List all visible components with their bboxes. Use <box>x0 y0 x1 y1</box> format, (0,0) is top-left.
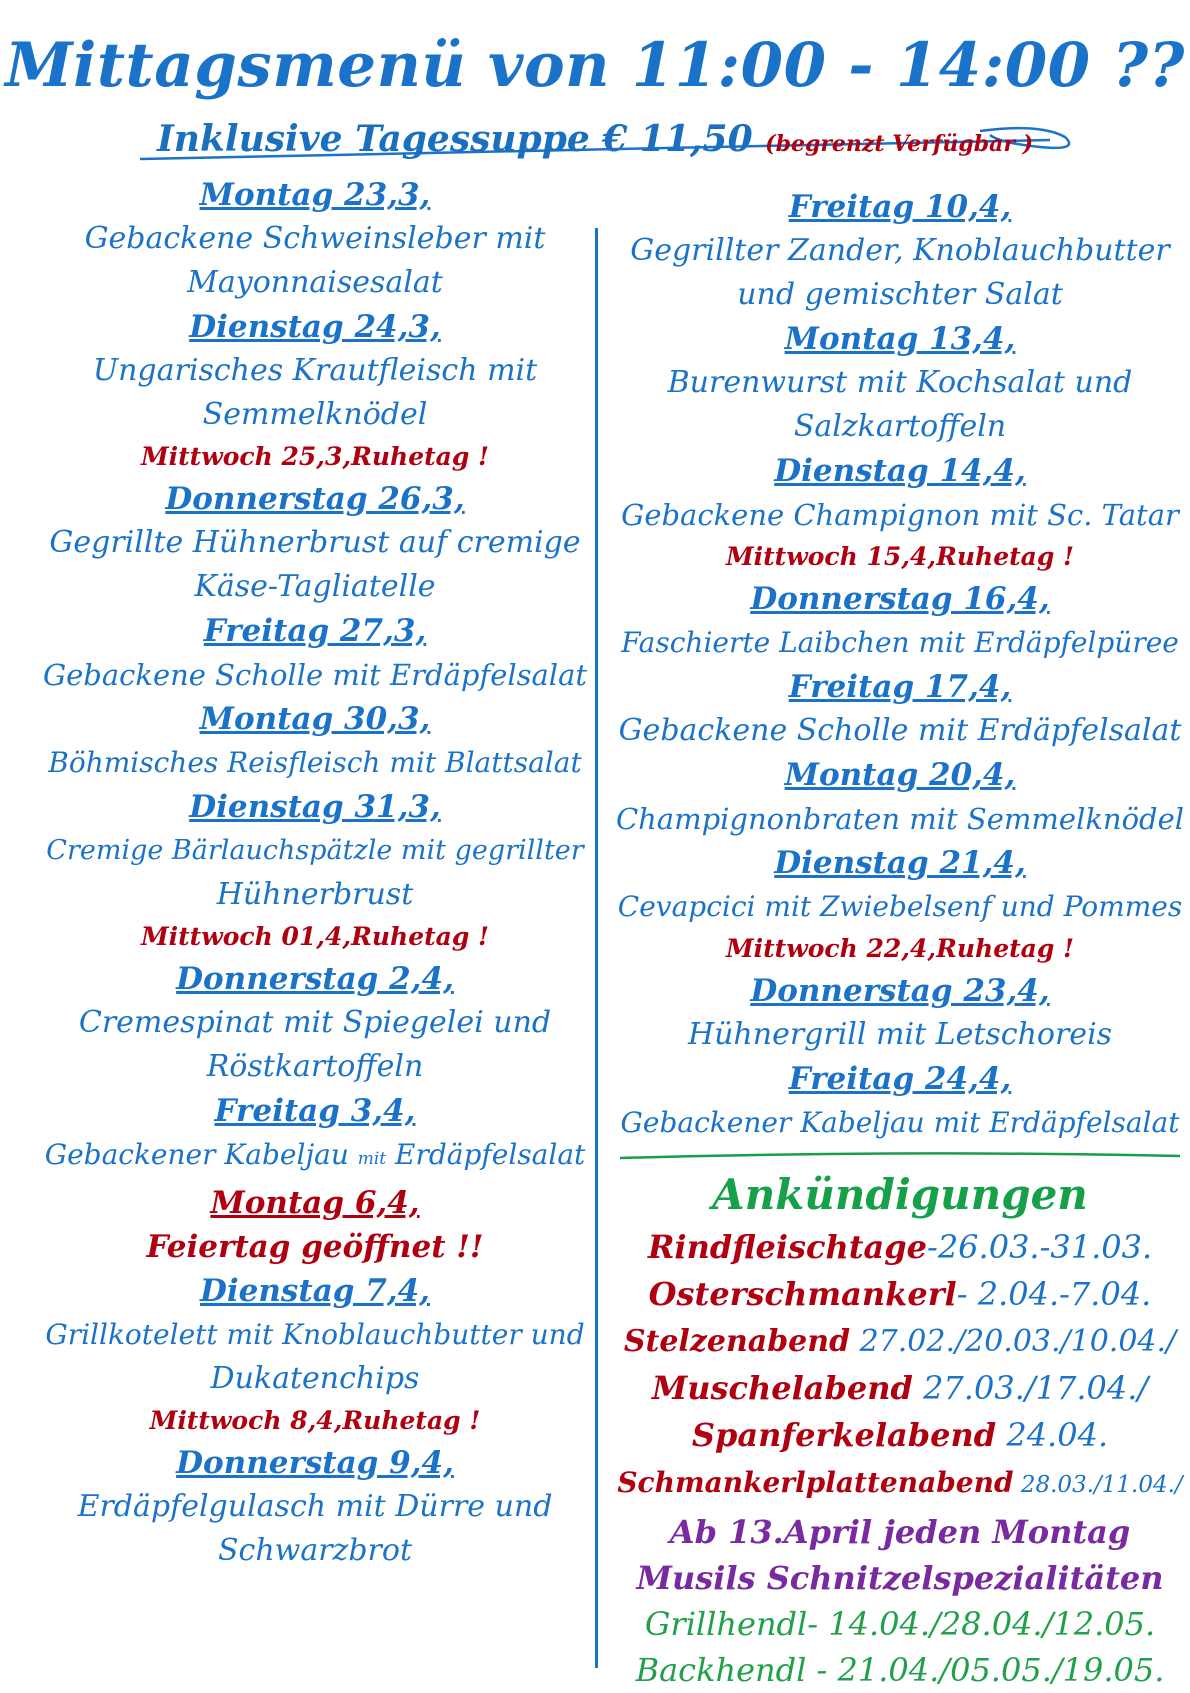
dish-line: Gebackene Schweinsleber mit <box>84 221 546 256</box>
dish-text-small: mit <box>357 1149 387 1169</box>
dish-line: und gemischter Salat <box>737 277 1063 312</box>
dish-line: Mayonnaisesalat <box>187 265 443 300</box>
dish-line: Cevapcici mit Zwiebelsenf und Pommes <box>617 890 1183 923</box>
dish-line: Grillkotelett mit Knoblauchbutter und <box>45 1318 585 1351</box>
announcement-backhendl: Backhendl - 21.04./05.05./19.05. <box>635 1651 1165 1689</box>
dish-line: Erdäpfelgulasch mit Dürre und <box>77 1489 553 1524</box>
rest-day-notice: Mittwoch 22,4,Ruhetag ! <box>725 934 1075 963</box>
dish-text: Gebackener Kabeljau <box>44 1138 358 1171</box>
dish-line: Gebackene Scholle mit Erdäpfelsalat <box>618 713 1182 748</box>
day-heading: Donnerstag 16,4, <box>750 581 1050 617</box>
column-divider <box>595 228 598 1668</box>
dish-line: Semmelknödel <box>202 397 428 432</box>
dish-line: Hühnergrill mit Letschoreis <box>687 1017 1113 1052</box>
announcement-label: Schmankerlplattenabend <box>617 1466 1014 1499</box>
rest-day-notice: Mittwoch 25,3,Ruhetag ! <box>140 442 490 471</box>
day-heading: Montag 13,4, <box>784 321 1016 357</box>
announcement-item <box>615 1459 1185 1509</box>
dish-line <box>40 1133 590 1181</box>
day-heading: Montag 23,3, <box>199 177 431 213</box>
day-heading: Freitag 27,3, <box>203 613 427 649</box>
announcement-item <box>615 1224 1185 1271</box>
dish-line: Käse-Tagliatelle <box>194 569 436 604</box>
dish-line: Champignonbraten mit Semmelknödel <box>615 802 1185 836</box>
dish-line: Ungarisches Krautfleisch mit <box>92 353 538 388</box>
announcement-label: Spanferkelabend <box>691 1416 997 1454</box>
dish-line: Gegrillte Hühnerbrust auf cremige <box>49 525 581 560</box>
announcement-dates: 28.03./11.04./ <box>1013 1472 1183 1498</box>
day-heading: Dienstag 7,4, <box>200 1273 430 1309</box>
announcement-schnitzel-note: Musils Schnitzelspezialitäten <box>636 1559 1164 1597</box>
announcement-item <box>615 1412 1185 1459</box>
announcement-label: Muschelabend <box>651 1369 913 1407</box>
announcements-section <box>615 1166 1185 1693</box>
day-heading: Donnerstag 9,4, <box>176 1445 454 1481</box>
rest-day-notice: Mittwoch 15,4,Ruhetag ! <box>725 542 1075 571</box>
announcement-separator <box>620 1148 1180 1164</box>
menu-column-right <box>615 185 1185 1145</box>
page-title: Mittagsmenü von 11:00 - 14:00 ?? <box>5 30 1185 101</box>
subtitle-text: Inklusive Tagessuppe € 11,50 <box>156 118 753 160</box>
day-heading: Montag 30,3, <box>199 701 431 737</box>
announcement-grillhendl: Grillhendl- 14.04./28.04./12.05. <box>644 1605 1156 1643</box>
announcement-label: Stelzenabend <box>623 1324 851 1359</box>
announcement-dates: 27.03./17.04./ <box>912 1369 1149 1407</box>
dish-line: Burenwurst mit Kochsalat und <box>667 365 1133 400</box>
dish-line: Gegrillter Zander, Knoblauchbutter <box>630 233 1170 268</box>
dish-line: Schwarzbrot <box>217 1533 413 1568</box>
dish-line: Faschierte Laibchen mit Erdäpfelpüree <box>621 626 1179 659</box>
announcement-label: Osterschmankerl <box>648 1275 957 1313</box>
announcement-item <box>615 1318 1185 1365</box>
dish-text: Erdäpfelsalat <box>386 1138 586 1171</box>
announcement-dates: 24.04. <box>996 1416 1109 1454</box>
announcement-monday-note: Ab 13.April jeden Montag <box>669 1513 1131 1551</box>
menu-column-left <box>40 173 590 1573</box>
rest-day-notice: Mittwoch 8,4,Ruhetag ! <box>149 1406 481 1435</box>
holiday-note: Feiertag geöffnet !! <box>146 1229 484 1265</box>
dish-line: Hühnerbrust <box>216 877 414 912</box>
dish-line: Böhmisches Reisfleisch mit Blattsalat <box>48 746 582 779</box>
dish-line: Gebackener Kabeljau mit Erdäpfelsalat <box>620 1106 1180 1139</box>
holiday-heading: Montag 6,4, <box>210 1185 420 1221</box>
day-heading: Dienstag 24,3, <box>189 309 441 345</box>
dish-line: Gebackene Champignon mit Sc. Tatar <box>621 498 1179 532</box>
announcement-item <box>615 1271 1185 1318</box>
dish-line: Dukatenchips <box>210 1361 420 1396</box>
day-heading: Dienstag 21,4, <box>774 845 1026 881</box>
dish-line: Gebackene Scholle mit Erdäpfelsalat <box>42 658 588 692</box>
announcement-label: Rindfleischtage <box>647 1228 927 1266</box>
announcement-dates: -26.03.-31.03. <box>927 1228 1153 1266</box>
day-heading: Dienstag 31,3, <box>189 789 441 825</box>
rest-day-notice: Mittwoch 01,4,Ruhetag ! <box>140 922 490 951</box>
day-heading: Donnerstag 23,4, <box>750 973 1050 1009</box>
announcements-title: Ankündigungen <box>712 1170 1088 1219</box>
dish-line: Salzkartoffeln <box>793 409 1007 444</box>
announcement-item <box>615 1365 1185 1412</box>
dish-line: Cremespinat mit Spiegelei und <box>78 1005 552 1040</box>
day-heading: Dienstag 14,4, <box>774 453 1026 489</box>
dish-line: Röstkartoffeln <box>206 1049 424 1084</box>
day-heading: Donnerstag 2,4, <box>176 961 454 997</box>
subtitle-line <box>0 118 1190 160</box>
day-heading: Freitag 17,4, <box>788 669 1012 705</box>
day-heading: Freitag 24,4, <box>788 1061 1012 1097</box>
day-heading: Montag 20,4, <box>784 757 1016 793</box>
announcement-dates: 27.02./20.03./10.04./ <box>850 1324 1177 1359</box>
day-heading: Donnerstag 26,3, <box>165 481 465 517</box>
announcement-dates: - 2.04.-7.04. <box>956 1275 1152 1313</box>
day-heading: Freitag 3,4, <box>214 1093 416 1129</box>
subtitle-note: (begrenzt Verfügbar ) <box>765 131 1034 157</box>
dish-line: Cremige Bärlauchspätzle mit gegrillter <box>46 835 584 866</box>
day-heading: Freitag 10,4, <box>788 189 1012 225</box>
